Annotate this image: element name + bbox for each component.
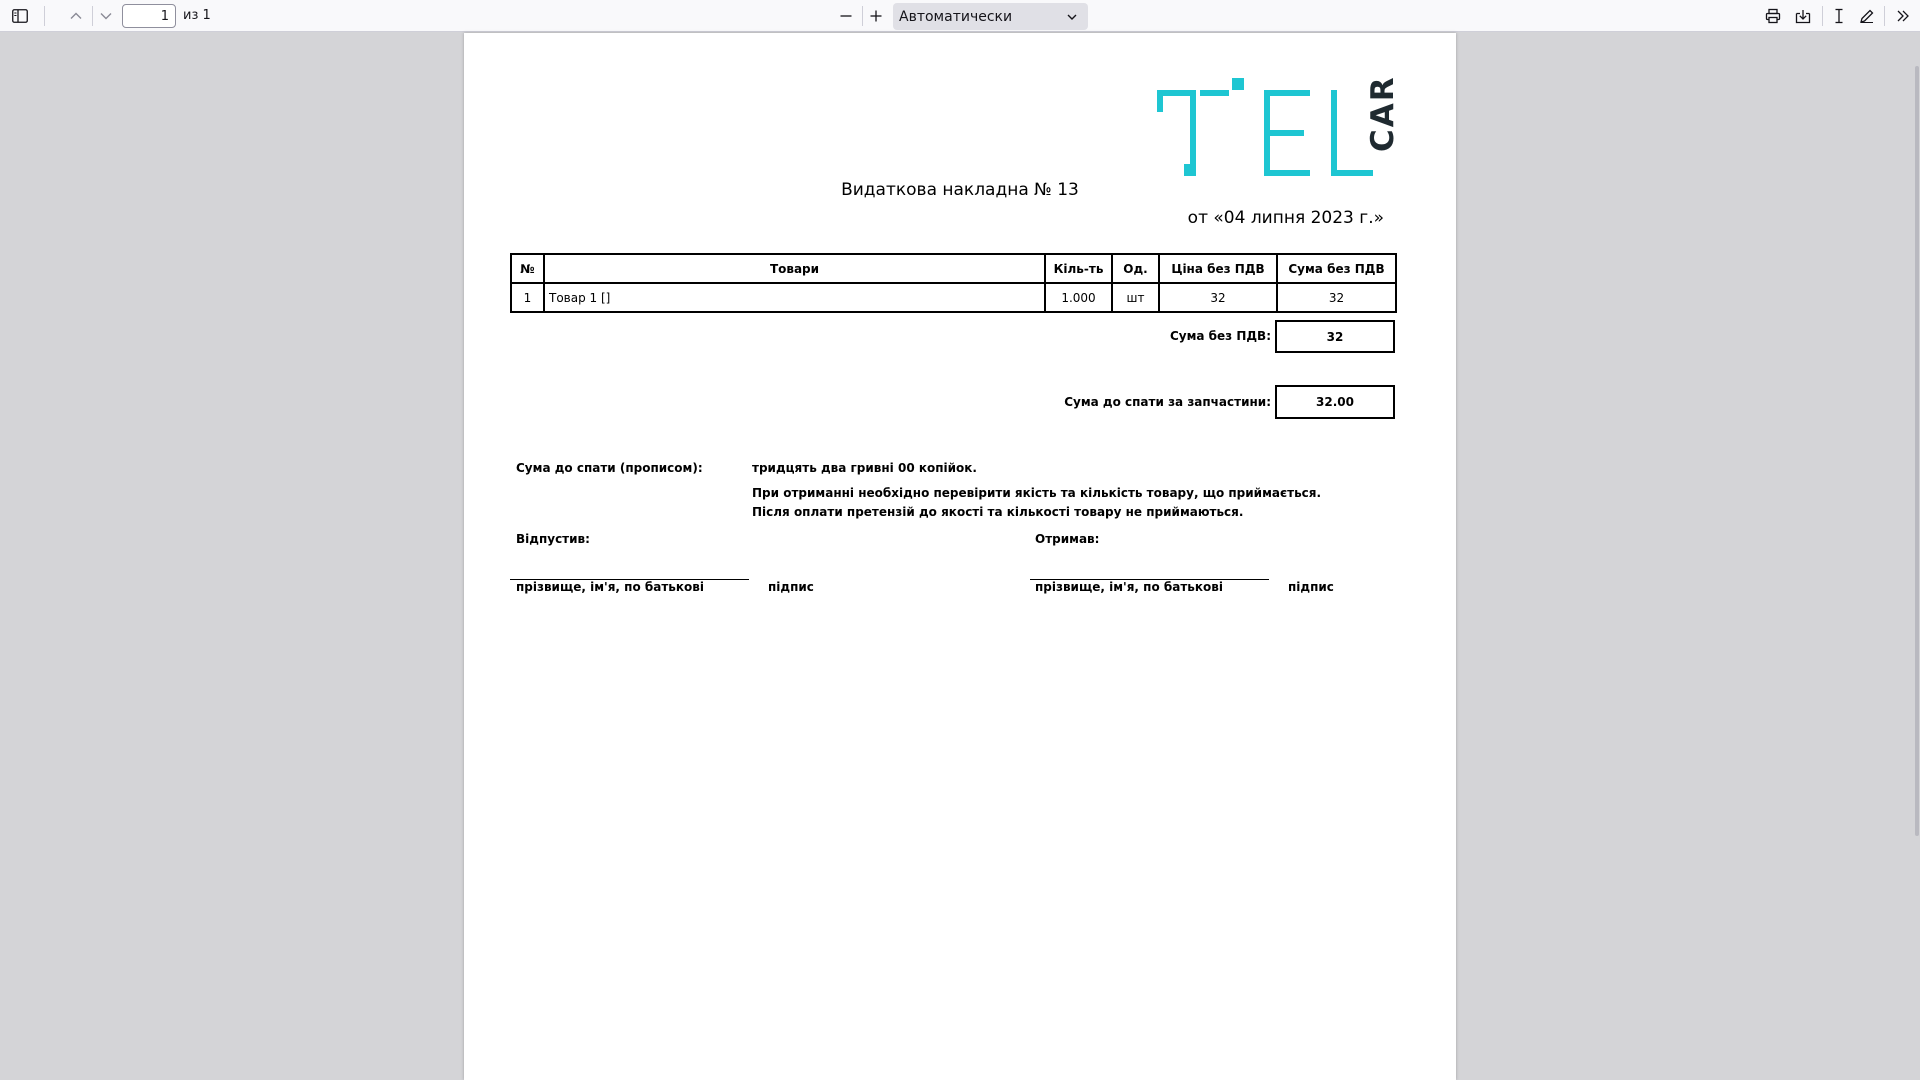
column-header-number: № <box>511 254 544 283</box>
released-signature-caption: підпис <box>768 580 814 594</box>
cell-price: 32 <box>1159 283 1277 312</box>
text-tool-button[interactable] <box>1827 4 1851 28</box>
subtotal-label: Сума без ПДВ: <box>1169 329 1271 343</box>
pdf-page <box>464 33 1456 1080</box>
subtotal-row <box>464 320 1456 353</box>
zoom-select-value: Автоматически <box>899 8 1013 25</box>
payment-row <box>464 385 1456 419</box>
document-title: Видаткова накладна № 13 <box>841 180 1079 200</box>
chevron-up-icon <box>69 9 83 23</box>
text-cursor-icon <box>1832 8 1846 24</box>
column-header-unit: Од. <box>1112 254 1159 283</box>
toolbar-separator <box>44 6 45 26</box>
document-date: от «04 липня 2023 г.» <box>1187 208 1384 228</box>
cell-unit: шт <box>1112 283 1159 312</box>
chevron-down-icon <box>1066 11 1078 23</box>
column-header-price: Ціна без ПДВ <box>1159 254 1277 283</box>
print-button[interactable] <box>1761 4 1785 28</box>
next-page-button[interactable] <box>93 4 119 28</box>
column-header-quantity: Кіль-ть <box>1045 254 1112 283</box>
logo-side-text: CAR <box>1365 75 1401 152</box>
sidebar-icon <box>12 9 28 23</box>
cell-sum: 32 <box>1277 283 1396 312</box>
cell-goods: Товар 1 [] <box>544 283 1045 312</box>
more-tools-button[interactable] <box>1891 4 1915 28</box>
draw-tool-button[interactable] <box>1855 4 1879 28</box>
zoom-in-button[interactable] <box>864 4 888 28</box>
zoom-out-button[interactable] <box>834 4 858 28</box>
received-label: Отримав: <box>1035 532 1100 546</box>
page-number-input[interactable] <box>122 4 176 28</box>
cell-quantity: 1.000 <box>1045 283 1112 312</box>
payment-value: 32.00 <box>1275 385 1395 419</box>
received-name-caption: прізвище, ім'я, по батькові <box>1035 580 1223 594</box>
page-count-label: из 1 <box>183 8 211 23</box>
released-label: Відпустив: <box>516 532 590 546</box>
vertical-scrollbar[interactable] <box>1912 32 1920 1080</box>
toolbar-separator <box>1822 6 1823 26</box>
table-header-row <box>511 254 1396 283</box>
download-icon <box>1795 8 1811 24</box>
cell-number: 1 <box>511 283 544 312</box>
column-header-sum: Сума без ПДВ <box>1277 254 1396 283</box>
zoom-select[interactable] <box>893 3 1088 30</box>
received-signature-caption: підпис <box>1288 580 1334 594</box>
sidebar-toggle-button[interactable] <box>6 4 34 28</box>
table-row <box>511 283 1396 312</box>
column-header-goods: Товари <box>544 254 1045 283</box>
subtotal-value: 32 <box>1275 320 1395 353</box>
chevron-down-icon <box>99 9 113 23</box>
double-chevron-right-icon <box>1896 9 1910 23</box>
payment-label: Сума до спати за запчастини: <box>1064 395 1271 409</box>
previous-page-button[interactable] <box>63 4 89 28</box>
printer-icon <box>1765 8 1781 24</box>
note-line-1: При отриманні необхідно перевірити якість та кількість товару, що приймається. <box>752 486 1322 500</box>
toolbar-separator <box>1884 6 1885 26</box>
scrollbar-thumb[interactable] <box>1915 66 1919 836</box>
amount-in-words-value: тридцять два гривні 00 копійок. <box>752 461 977 475</box>
released-name-caption: прізвище, ім'я, по батькові <box>516 580 704 594</box>
pencil-icon <box>1859 8 1875 24</box>
toolbar-separator <box>862 6 863 26</box>
minus-icon <box>839 9 853 23</box>
plus-icon <box>869 9 883 23</box>
note-line-2: Після оплати претензій до якості та кількості товару не приймаються. <box>752 505 1244 519</box>
items-table <box>510 253 1397 313</box>
amount-in-words-label: Сума до спати (прописом): <box>516 461 703 475</box>
download-button[interactable] <box>1791 4 1815 28</box>
telcar-logo <box>1157 75 1401 178</box>
pdf-toolbar <box>0 0 1920 32</box>
